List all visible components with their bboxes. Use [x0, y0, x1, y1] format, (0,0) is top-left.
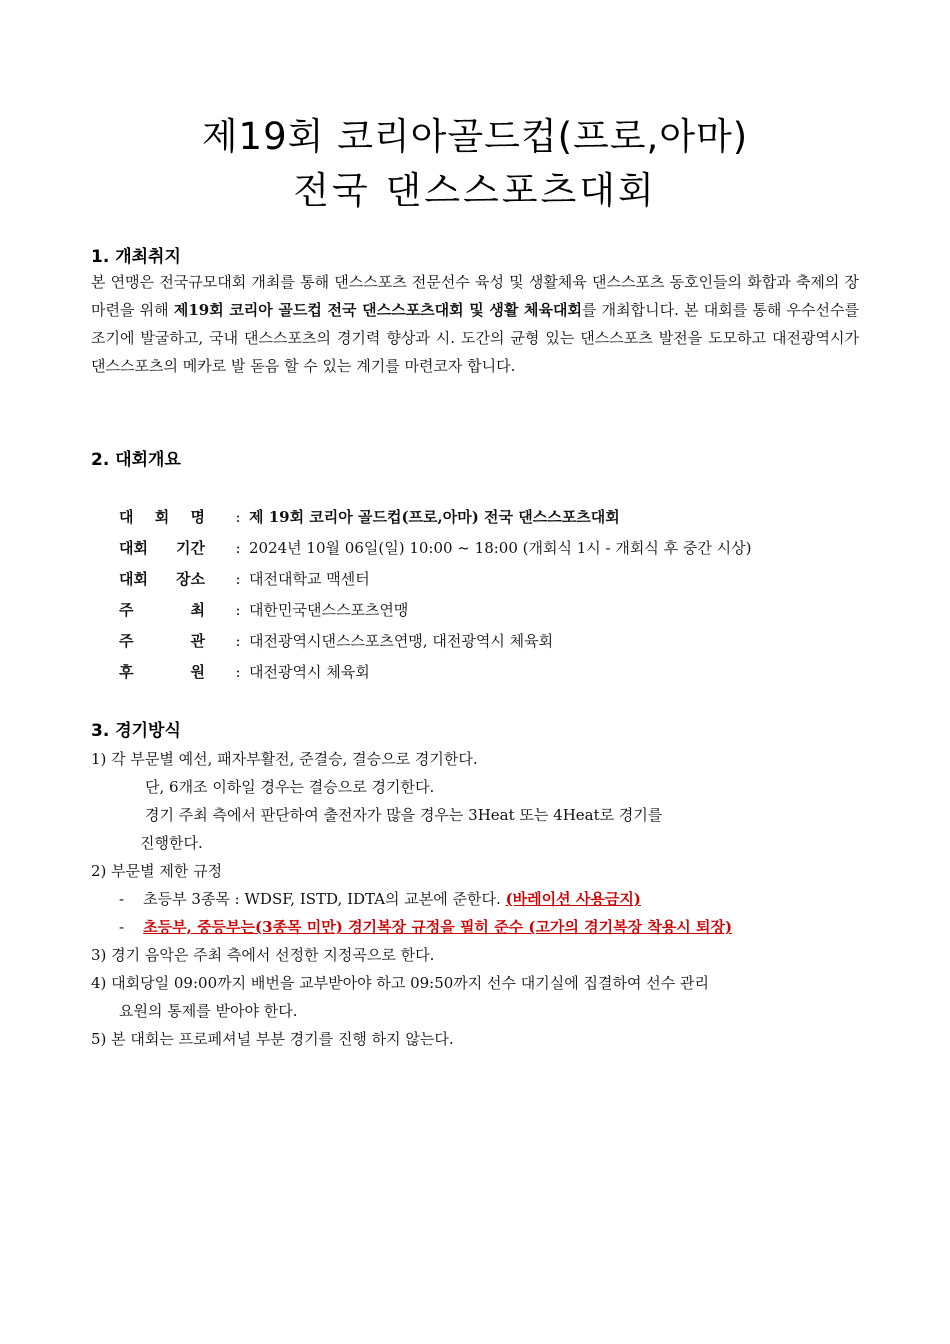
overview-value: 대한민국댄스스포츠연맹: [249, 601, 409, 619]
rule-item-2a-warning: (바레이션 사용금지): [505, 890, 641, 908]
rule-item-1-sub3: 진행한다.: [140, 834, 203, 852]
dash-bullet: -: [119, 918, 125, 936]
rule-item-5: 5) 본 대회는 프로페셔널 부분 경기를 진행 하지 않는다.: [91, 1030, 454, 1048]
document-title-line1: 제19회 코리아골드컵(프로,아마): [201, 115, 749, 158]
rule-item-1: 1) 각 부문별 예선, 패자부활전, 준결승, 결승으로 경기한다.: [91, 750, 478, 768]
overview-label: 대회 기간: [119, 539, 205, 557]
rule-item-2b: [119, 916, 732, 937]
document-title-line2: 전국 댄스스포츠대회: [293, 169, 657, 212]
overview-label: 대 회 명: [119, 508, 205, 526]
rule-item-4-line1: 4) 대회당일 09:00까지 배번을 교부받아야 하고 09:50까지 선수 대기실에 집결하여 선수 관리: [91, 974, 709, 992]
overview-value: 2024년 10월 06일(일) 10:00 ~ 18:00 (개회식 1시 - 개회식 후 중간 시상): [249, 539, 752, 557]
overview-colon: :: [235, 539, 241, 557]
rule-item-2b-warning: 초등부, 중등부는(3종목 미만) 경기복장 규정을 필히 준수 (고가의 경기복장 착용시 퇴장): [143, 918, 733, 936]
overview-row-sponsor: [119, 661, 370, 685]
rule-item-2: 2) 부문별 제한 규정: [91, 862, 223, 880]
section1-text-after: 를 개최합니다. 본 대회를 통해 우수선수를 조기에 발굴하고, 국내 댄스스포츠의 경기력 향상과 시. 도간의 균형 있는 댄스스포츠 발전을 도모하고 대전광역시가 댄스스포츠의 메카로 발 돋음 할 수 있는 계기를 마련코자 합니다.: [91, 301, 859, 375]
overview-colon: :: [235, 663, 241, 681]
section3-heading: 3. 경기방식: [91, 721, 181, 741]
overview-value: 제 19회 코리아 골드컵(프로,아마) 전국 댄스스포츠대회: [249, 508, 620, 526]
overview-label: 주 최: [119, 601, 205, 619]
overview-colon: :: [235, 508, 241, 526]
overview-row-venue: [119, 568, 370, 592]
section1-text-before: 본 연맹은 전국규모대회 개최를 통해 댄스스포츠 전문선수 육성 및 생활체육 댄스스포츠 동호인들의 화합과 축제의 장 마련을 위해: [91, 273, 859, 319]
dash-bullet: -: [119, 890, 125, 908]
overview-colon: :: [235, 601, 241, 619]
overview-row-host: [119, 599, 408, 623]
rule-item-2a: [119, 888, 641, 909]
overview-colon: :: [235, 632, 241, 650]
rule-item-3: 3) 경기 음악은 주최 측에서 선정한 지정곡으로 한다.: [91, 946, 435, 964]
section2-heading: 2. 대회개요: [91, 450, 181, 470]
overview-row-organizer: [119, 630, 553, 654]
section1-paragraph: [91, 268, 859, 380]
rule-item-4-line2: 요원의 통제를 받아야 한다.: [119, 1002, 298, 1020]
overview-label: 주 관: [119, 632, 205, 650]
overview-value: 대전광역시댄스스포츠연맹, 대전광역시 체육회: [249, 632, 554, 650]
overview-value: 대전광역시 체육회: [249, 663, 370, 681]
overview-label: 후 원: [119, 663, 205, 681]
overview-colon: :: [235, 570, 241, 588]
rule-item-1-sub2: 경기 주최 측에서 판단하여 출전자가 많을 경우는 3Heat 또는 4Heat로 경기를: [145, 806, 663, 824]
overview-value: 대전대학교 맥센터: [249, 570, 370, 588]
rule-item-1-sub1: 단, 6개조 이하일 경우는 결승으로 경기한다.: [145, 778, 435, 796]
overview-row-period: [119, 537, 751, 561]
overview-row-name: [119, 506, 620, 530]
rule-item-2a-text: 초등부 3종목 : WDSF, ISTD, IDTA의 교본에 준한다.: [143, 890, 501, 908]
overview-label: 대회 장소: [119, 570, 205, 588]
section1-heading: 1. 개최취지: [91, 247, 181, 267]
section1-text-bold: 제19회 코리아 골드컵 전국 댄스스포츠대회 및 생활 체육대회: [173, 301, 582, 319]
